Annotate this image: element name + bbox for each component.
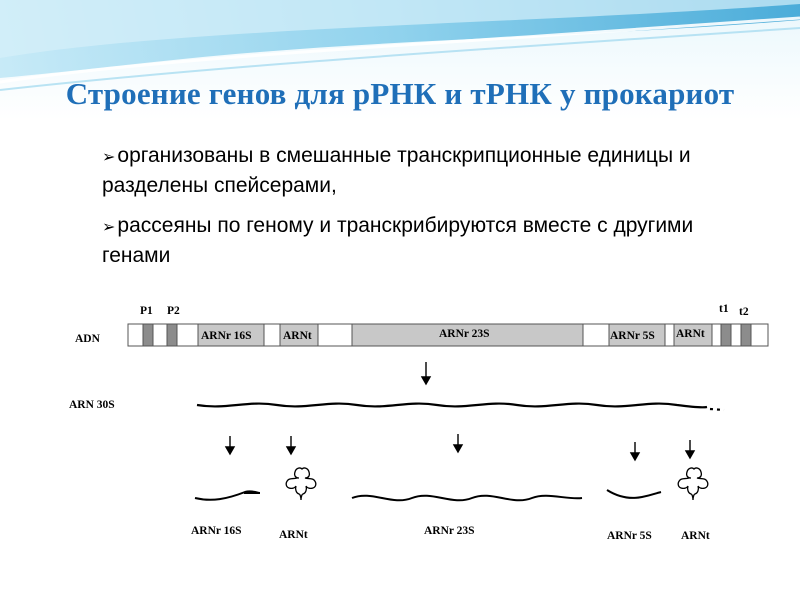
trna-cloverleaf-icon: [678, 468, 708, 500]
bullet-item: [102, 212, 742, 270]
product-label: ARNt: [681, 530, 710, 542]
slide-title: Строение генов для рРНК и тРНК у прокариот: [65, 76, 735, 111]
promoter-p1-marker: [143, 324, 153, 346]
bullet-item: [102, 142, 742, 200]
gene-label: ARNt: [283, 330, 312, 342]
transcript-30s-strand: [197, 404, 707, 408]
transcript-dotted-end: [710, 409, 724, 410]
processing-arrow-icon: [631, 442, 639, 460]
operon-diagram-svg: [67, 292, 777, 554]
terminator-t1-marker: [721, 324, 731, 346]
promoter-label: P2: [167, 305, 180, 317]
promoter-p2-marker: [167, 324, 177, 346]
product-label: ARNr 16S: [191, 525, 242, 537]
processing-arrow-icon: [454, 434, 462, 452]
product-label: ARNr 23S: [424, 525, 475, 537]
dna-row-label: ADN: [75, 333, 100, 345]
gene-label: ARNt: [676, 328, 705, 340]
bullet-text: организованы в смешанные транскрипционные единицы и разделены спейсерами,: [102, 144, 691, 197]
product-label: ARNr 5S: [607, 530, 652, 542]
terminator-label: t1: [719, 303, 729, 315]
bullet-list: [102, 142, 742, 282]
terminator-label: t2: [739, 306, 749, 318]
transcription-arrow-icon: [422, 362, 430, 384]
gene-label: ARNr 16S: [201, 330, 252, 342]
operon-diagram: [67, 292, 777, 554]
terminator-t2-marker: [741, 324, 751, 346]
gene-label: ARNr 5S: [610, 330, 655, 342]
promoter-label: P1: [140, 305, 153, 317]
arrow-bullet-icon: ➢: [102, 219, 116, 236]
processing-arrow-icon: [686, 440, 694, 458]
processing-arrow-icon: [226, 436, 234, 454]
product-5s-strand: [607, 490, 661, 498]
arrow-bullet-icon: ➢: [102, 149, 116, 166]
transcript-row-label: ARN 30S: [69, 399, 115, 411]
product-23s-strand: [352, 496, 582, 501]
bullet-text: рассеяны по геному и транскрибируются вместе с другими генами: [102, 214, 694, 267]
trna-cloverleaf-icon: [286, 468, 316, 500]
processing-arrow-icon: [287, 436, 295, 454]
product-label: ARNt: [279, 529, 308, 541]
gene-label: ARNr 23S: [439, 328, 490, 340]
